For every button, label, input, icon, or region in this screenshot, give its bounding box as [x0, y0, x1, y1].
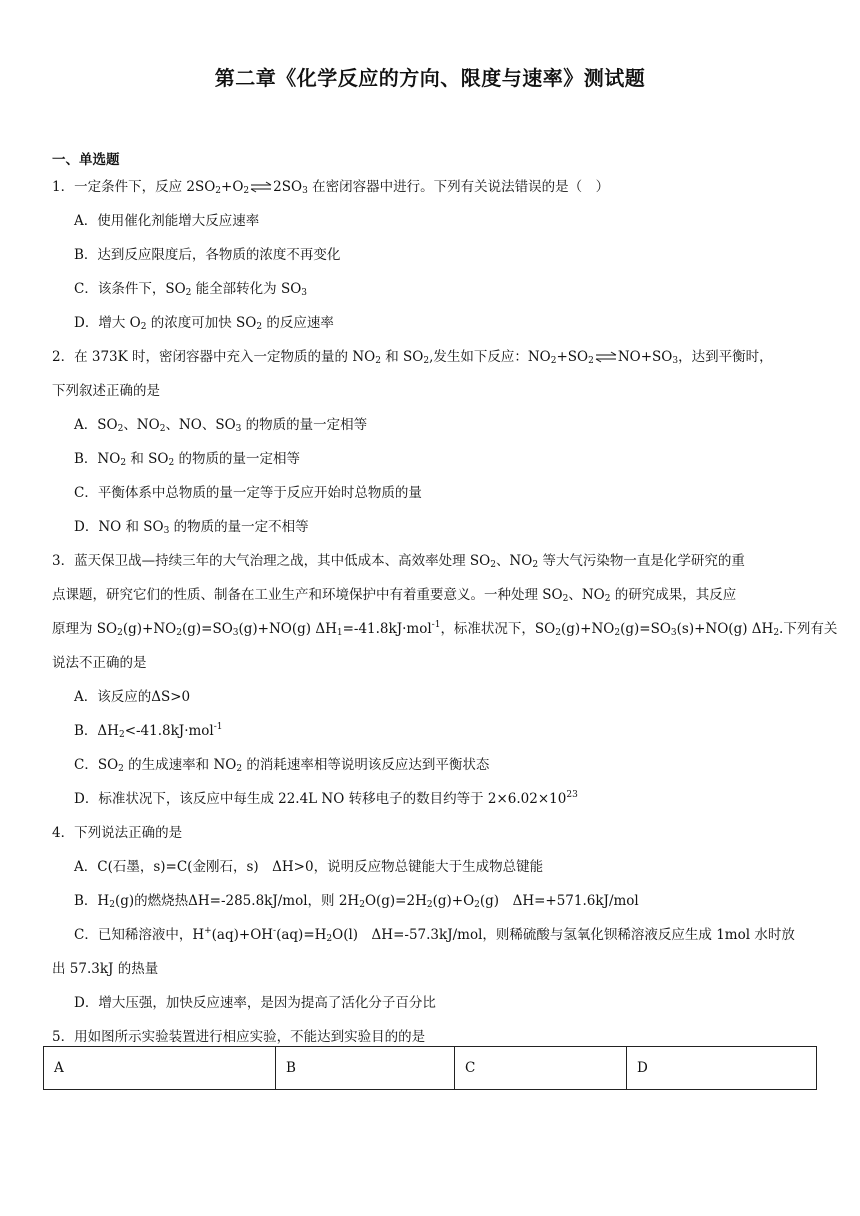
- question-3-stem: 3．蓝天保卫战—持续三年的大气治理之战，其中低成本、高效率处理 $SO_2$、$NO_2$ 等大气污染物一直是化学研究的重: [52, 553, 745, 570]
- table-cell-d: D: [627, 1047, 817, 1090]
- question-4-option-b: B．$H_2(g)$的燃烧热ΔH=-285.8kJ/mol，则 $2H_2O(g)=2H_2(g)+O_2(g)$ ΔH=+571.6kJ/mol: [74, 893, 639, 910]
- question-5-options-table: [43, 1046, 817, 1090]
- equilibrium-arrow-icon: [595, 353, 617, 363]
- question-3-stem-cont: 点课题，研究它们的性质、制备在工业生产和环境保护中有着重要意义。一种处理 $SO_2$、$NO_2$ 的研究成果，其反应: [52, 587, 737, 604]
- question-1-option-b: B．达到反应限度后，各物质的浓度不再变化: [74, 247, 341, 263]
- question-4-option-c-cont: 出 57.3kJ 的热量: [52, 961, 159, 977]
- question-3-option-d: D．标准状况下，该反应中每生成 22.4L NO 转移电子的数目约等于 $2\times 6.02\times 10^{23}$: [74, 790, 578, 807]
- question-1-option-c: C．该条件下，$SO_2$ 能全部转化为 $SO_3$: [74, 281, 308, 298]
- table-cell-c: C: [455, 1047, 627, 1090]
- question-4-option-c: C．已知稀溶液中，$H^+(aq)+OH^-(aq)=H_2O(l)$ ΔH=-57.3kJ/mol，则稀硫酸与氢氧化钡稀溶液反应生成 1mol 水时放: [74, 926, 795, 944]
- question-3-option-a: A．该反应的ΔS>0: [74, 689, 191, 705]
- question-2-stem: 2．在 373K 时，密闭容器中充入一定物质的量的 $NO_2$ 和 $SO_2$,发生如下反应：$NO_2+SO_2$ $NO+SO_3$，达到平衡时，: [52, 349, 773, 366]
- question-2-option-a: A．$SO_2$、$NO_2$、NO、$SO_3$ 的物质的量一定相等: [74, 417, 368, 434]
- question-1-option-d: D．增大 $O_2$ 的浓度可加快 $SO_2$ 的反应速率: [74, 315, 334, 332]
- question-3-stem-cont: 原理为 $SO_2(g)+NO_2(g)=SO_3(g)+NO(g)$ $\Delta H_1=-41.8kJ\cdot mol^{-1}$，标准状况下，$SO_2(g)+NO_2(g)=SO_3(s)+NO(g)$ $\Delta H_2$.下列有关: [52, 620, 838, 638]
- question-2-option-b: B．$NO_2$ 和 $SO_2$ 的物质的量一定相等: [74, 451, 300, 468]
- question-3-stem-cont: 说法不正确的是: [52, 655, 147, 671]
- table-row: [44, 1047, 817, 1090]
- page-title: 第二章《化学反应的方向、限度与速率》测试题: [214, 66, 646, 90]
- equilibrium-arrow-icon: [250, 183, 272, 193]
- question-2-option-c: C．平衡体系中总物质的量一定等于反应开始时总物质的量: [74, 485, 422, 501]
- question-4-option-d: D．增大压强，加快反应速率，是因为提高了活化分子百分比: [74, 995, 436, 1011]
- question-4-stem: 4．下列说法正确的是: [52, 825, 183, 841]
- question-3-option-b: B．$\Delta H_2<-41.8kJ\cdot mol^{-1}$: [74, 722, 223, 740]
- question-5-stem: 5．用如图所示实验装置进行相应实验，不能达到实验目的的是: [52, 1029, 426, 1045]
- table-cell-a: A: [44, 1047, 276, 1090]
- question-2-stem-cont: 下列叙述正确的是: [52, 383, 160, 399]
- question-list: [52, 170, 838, 1054]
- table-cell-b: B: [276, 1047, 455, 1090]
- question-1-stem: 1．一定条件下，反应 $2SO_2+O_2$ $2SO_3$ 在密闭容器中进行。下列有关说法错误的是（ ）: [52, 179, 610, 196]
- question-2-option-d: D．NO 和 $SO_3$ 的物质的量一定不相等: [74, 519, 309, 536]
- question-3-option-c: C．$SO_2$ 的生成速率和 $NO_2$ 的消耗速率相等说明该反应达到平衡状态: [74, 757, 490, 774]
- question-1-option-a: A．使用催化剂能增大反应速率: [74, 213, 260, 229]
- section-heading: 一、单选题: [52, 152, 120, 168]
- question-4-option-a: A．C(石墨，s)=C(金刚石，s) ΔH>0，说明反应物总键能大于生成物总键能: [74, 859, 544, 875]
